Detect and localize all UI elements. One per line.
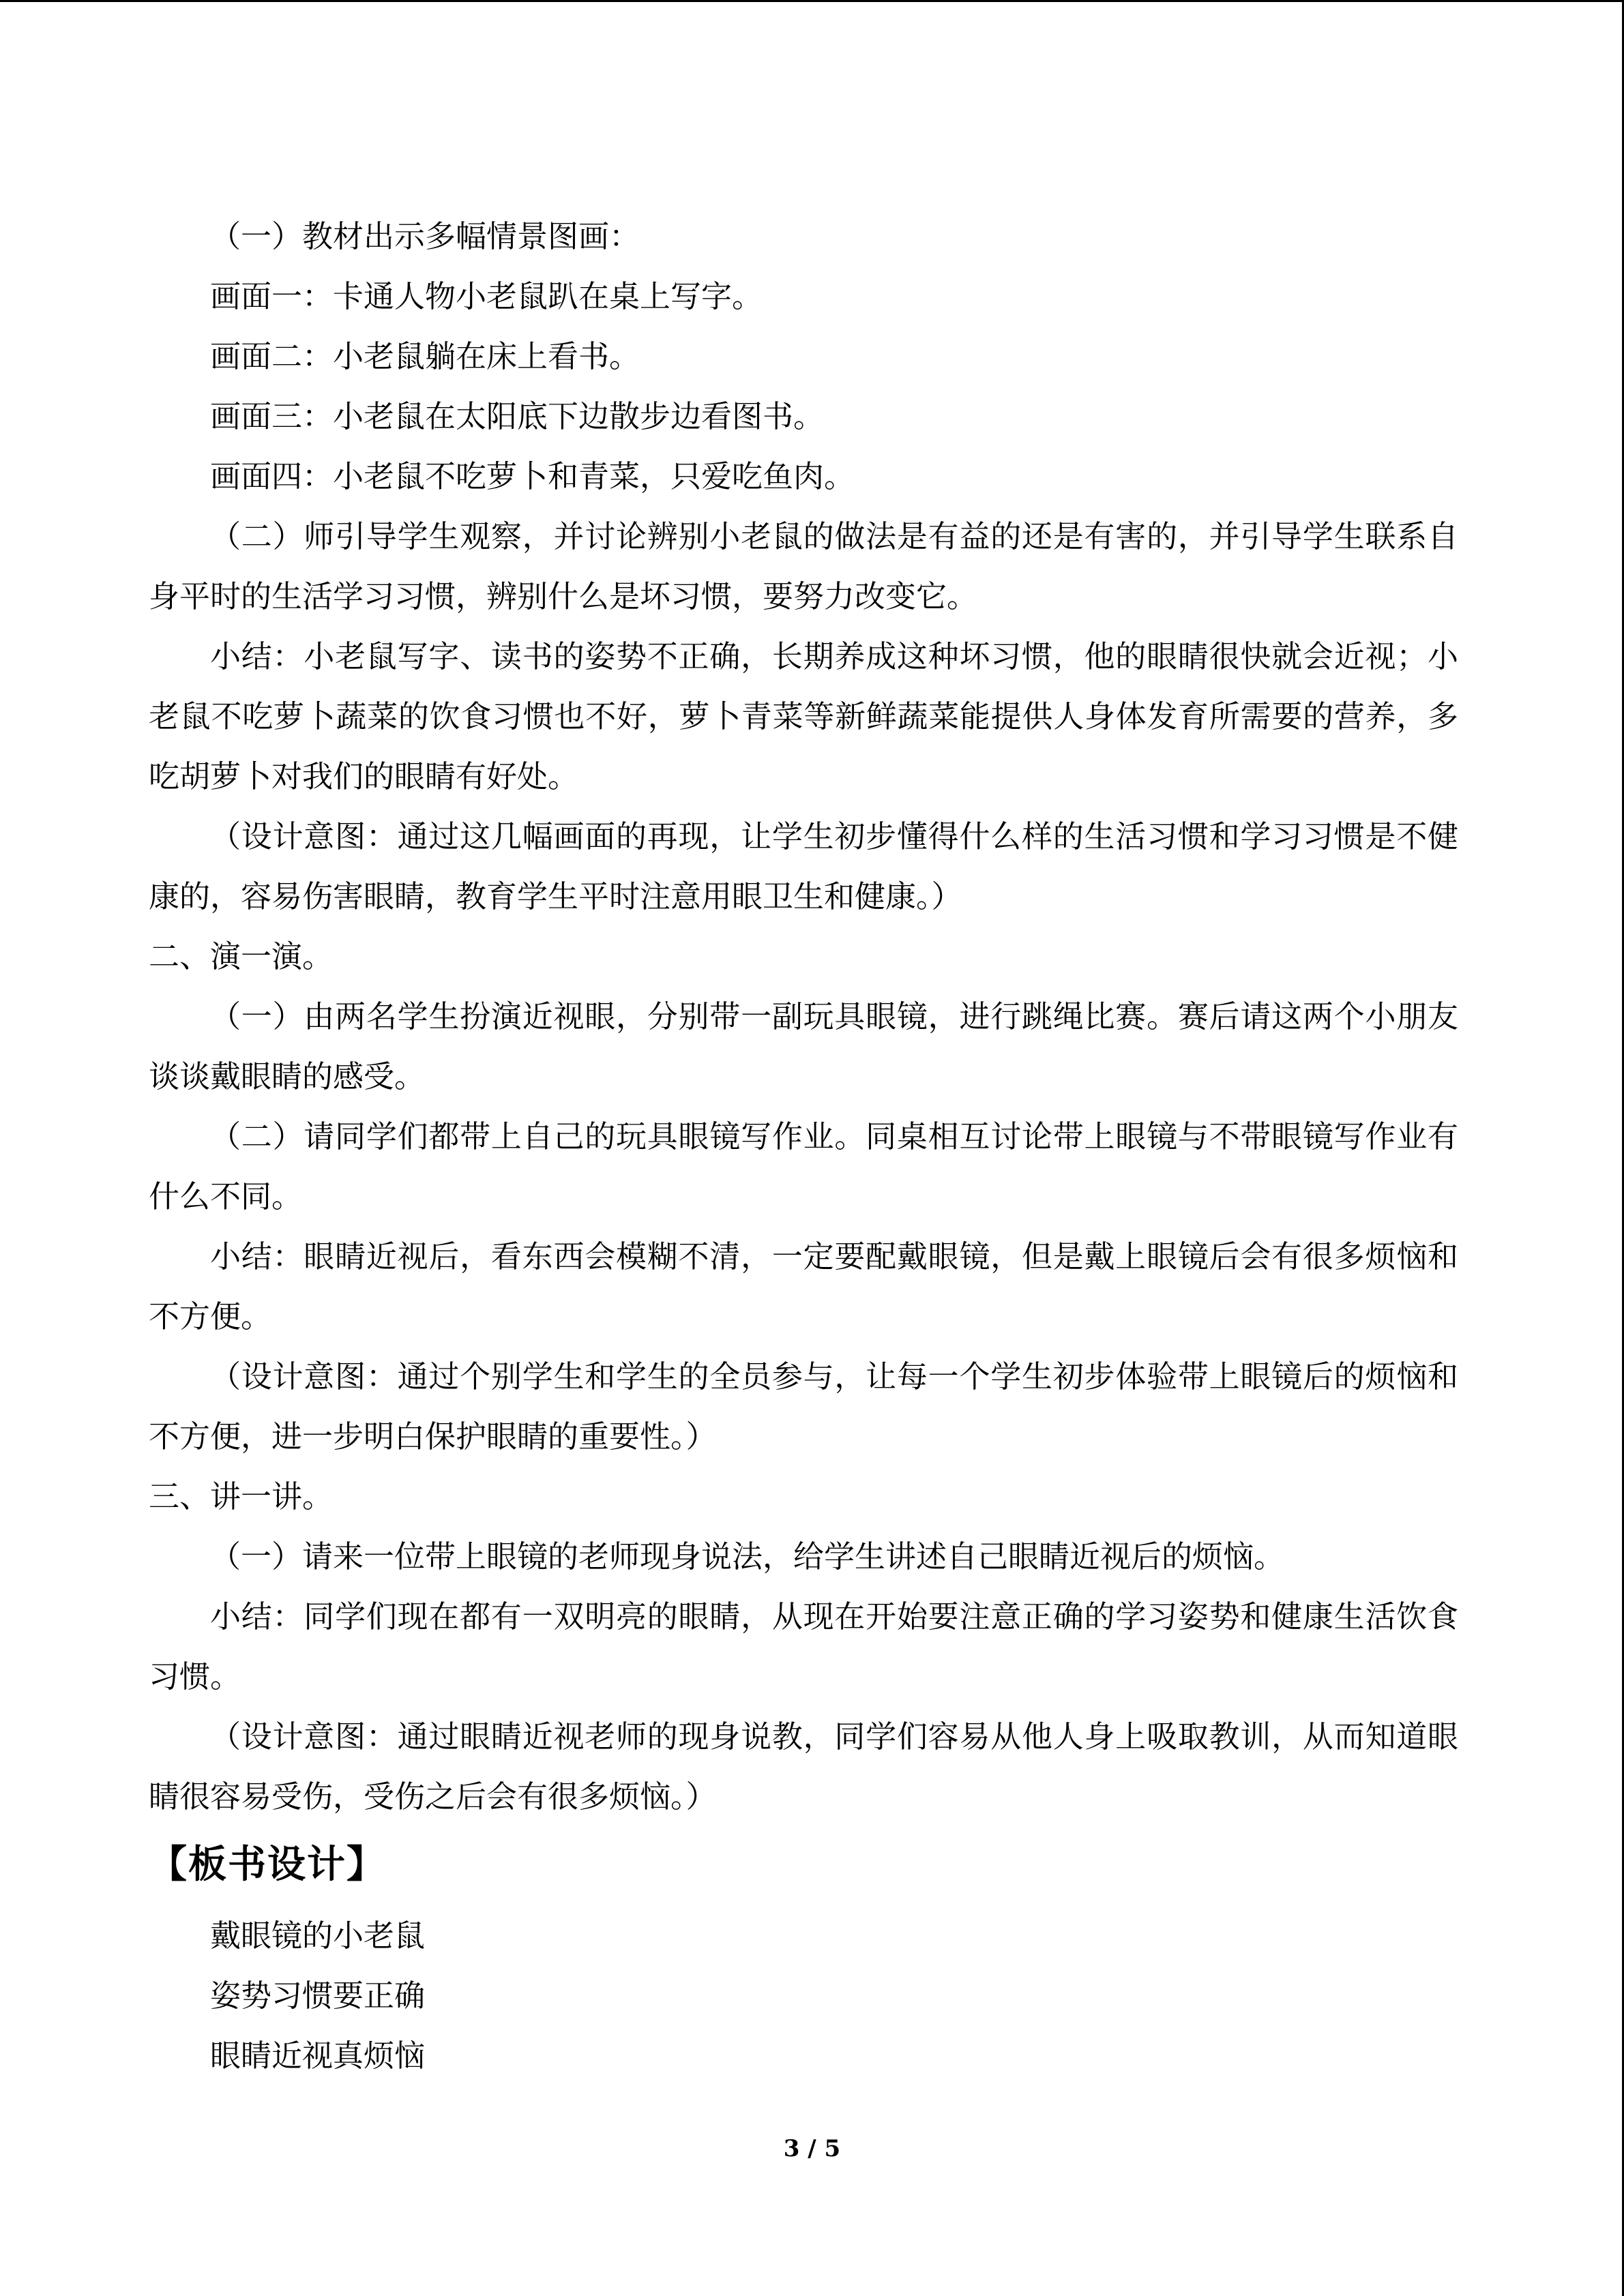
paragraph: 小结：同学们现在都有一双明亮的眼睛，从现在开始要注意正确的学习姿势和健康生活饮食习惯。 (149, 1598, 1458, 1695)
paragraph: 小结：小老鼠写字、读书的姿势不正确，长期养成这种坏习惯，他的眼睛很快就会近视；小老鼠不吃萝卜蔬菜的饮食习惯也不好，萝卜青菜等新鲜蔬菜能提供人身体发育所需要的营养，多吃胡萝卜对我们的眼睛有好处。 (149, 638, 1458, 794)
section-heading-act: 二、演一演。 (149, 938, 334, 974)
paragraph: （一）请来一位带上眼镜的老师现身说法，给学生讲述自己眼睛近视后的烦恼。 (210, 1538, 1285, 1575)
paragraph: 画面二：小老鼠躺在床上看书。 (210, 338, 640, 374)
paragraph: （一）由两名学生扮演近视眼，分别带一副玩具眼镜，进行跳绳比赛。赛后请这两个小朋友谈谈戴眼睛的感受。 (149, 998, 1458, 1094)
board-line: 姿势习惯要正确 (210, 1978, 426, 2014)
paragraph: （设计意图：通过眼睛近视老师的现身说教，同学们容易从他人身上吸取教训，从而知道眼睛很容易受伤，受伤之后会有很多烦恼。） (149, 1718, 1458, 1815)
paragraph: （一）教材出示多幅情景图画： (210, 218, 640, 254)
paragraph: 画面三：小老鼠在太阳底下边散步边看图书。 (210, 398, 825, 434)
board-design-lines (149, 1906, 1458, 2086)
paragraph: （设计意图：通过这几幅画面的再现，让学生初步懂得什么样的生活习惯和学习习惯是不健康的，容易伤害眼睛，教育学生平时注意用眼卫生和健康。） (149, 818, 1458, 914)
paragraph: （二）请同学们都带上自己的玩具眼镜写作业。同桌相互讨论带上眼镜与不带眼镜写作业有什么不同。 (149, 1118, 1458, 1214)
paragraph: （二）师引导学生观察，并讨论辨别小老鼠的做法是有益的还是有害的，并引导学生联系自身平时的生活学习习惯，辨别什么是坏习惯，要努力改变它。 (149, 518, 1458, 614)
board-line: 戴眼镜的小老鼠 (210, 1918, 426, 1954)
page-content (149, 207, 1458, 2086)
paragraph: 画面一：卡通人物小老鼠趴在桌上写字。 (210, 278, 763, 314)
page-number: 3 / 5 (783, 2135, 841, 2162)
board-design-heading: 【板书设计】 (149, 1843, 386, 1887)
section-heading-talk: 三、讲一讲。 (149, 1478, 334, 1515)
paragraph: 画面四：小老鼠不吃萝卜和青菜，只爱吃鱼肉。 (210, 458, 855, 494)
paragraph: 小结：眼睛近视后，看东西会模糊不清，一定要配戴眼镜，但是戴上眼镜后会有很多烦恼和不方便。 (149, 1238, 1458, 1335)
board-line: 眼睛近视真烦恼 (210, 2038, 426, 2074)
paragraph: （设计意图：通过个别学生和学生的全员参与，让每一个学生初步体验带上眼镜后的烦恼和不方便，进一步明白保护眼睛的重要性。） (149, 1358, 1458, 1455)
